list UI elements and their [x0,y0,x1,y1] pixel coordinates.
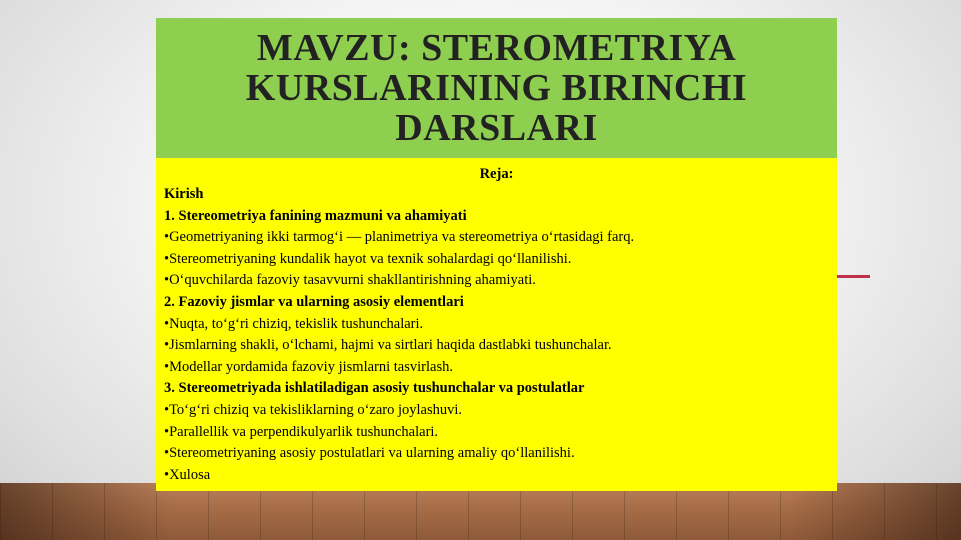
wooden-floor [0,483,961,540]
plan-bullet: •Stereometriyaning kundalik hayot va texnik sohalardagi qo‘llanilishi. [164,250,572,267]
plan-bullet: •To‘g‘ri chiziq va tekisliklarning o‘zaro joylashuvi. [164,401,463,418]
plan-line: Kirish [164,186,204,202]
plan-section-heading: 3. Stereometriyada ishlatiladigan asosiy tushunchalar va postulatlar [164,380,585,397]
title-box [156,18,837,158]
slide-title: MAVZU: STEROMETRIYA KURSLARINING BIRINCHI DARSLARI [245,27,748,149]
accent-line [836,275,870,278]
plan-content-box [156,158,837,491]
plan-heading: Reja: [479,166,514,182]
floor-vignette [0,483,961,540]
plan-bullet: •O‘quvchilarda fazoviy tasavvurni shakllantirishning ahamiyati. [164,272,536,289]
plan-bullet: •Jismlarning shakli, o‘lchami, hajmi va sirtlari haqida dastlabki tushunchalar. [164,337,612,354]
plan-bullet: •Nuqta, to‘g‘ri chiziq, tekislik tushunchalari. [164,315,424,332]
plan-section-heading: 1. Stereometriya fanining mazmuni va ahamiyati [164,207,467,224]
plan-bullet: •Parallellik va perpendikulyarlik tushunchalari. [164,423,439,440]
plan-bullet: •Xulosa [164,466,211,483]
plan-bullet: •Modellar yordamida fazoviy jismlarni tasvirlash. [164,358,453,375]
plan-section-heading: 2. Fazoviy jismlar va ularning asosiy elementlari [164,293,464,310]
plan-bullet: •Geometriyaning ikki tarmog‘i — planimetriya va stereometriya o‘rtasidagi farq. [164,229,635,246]
plan-bullet: •Stereometriyaning asosiy postulatlari va ularning amaliy qo‘llanilishi. [164,445,575,462]
